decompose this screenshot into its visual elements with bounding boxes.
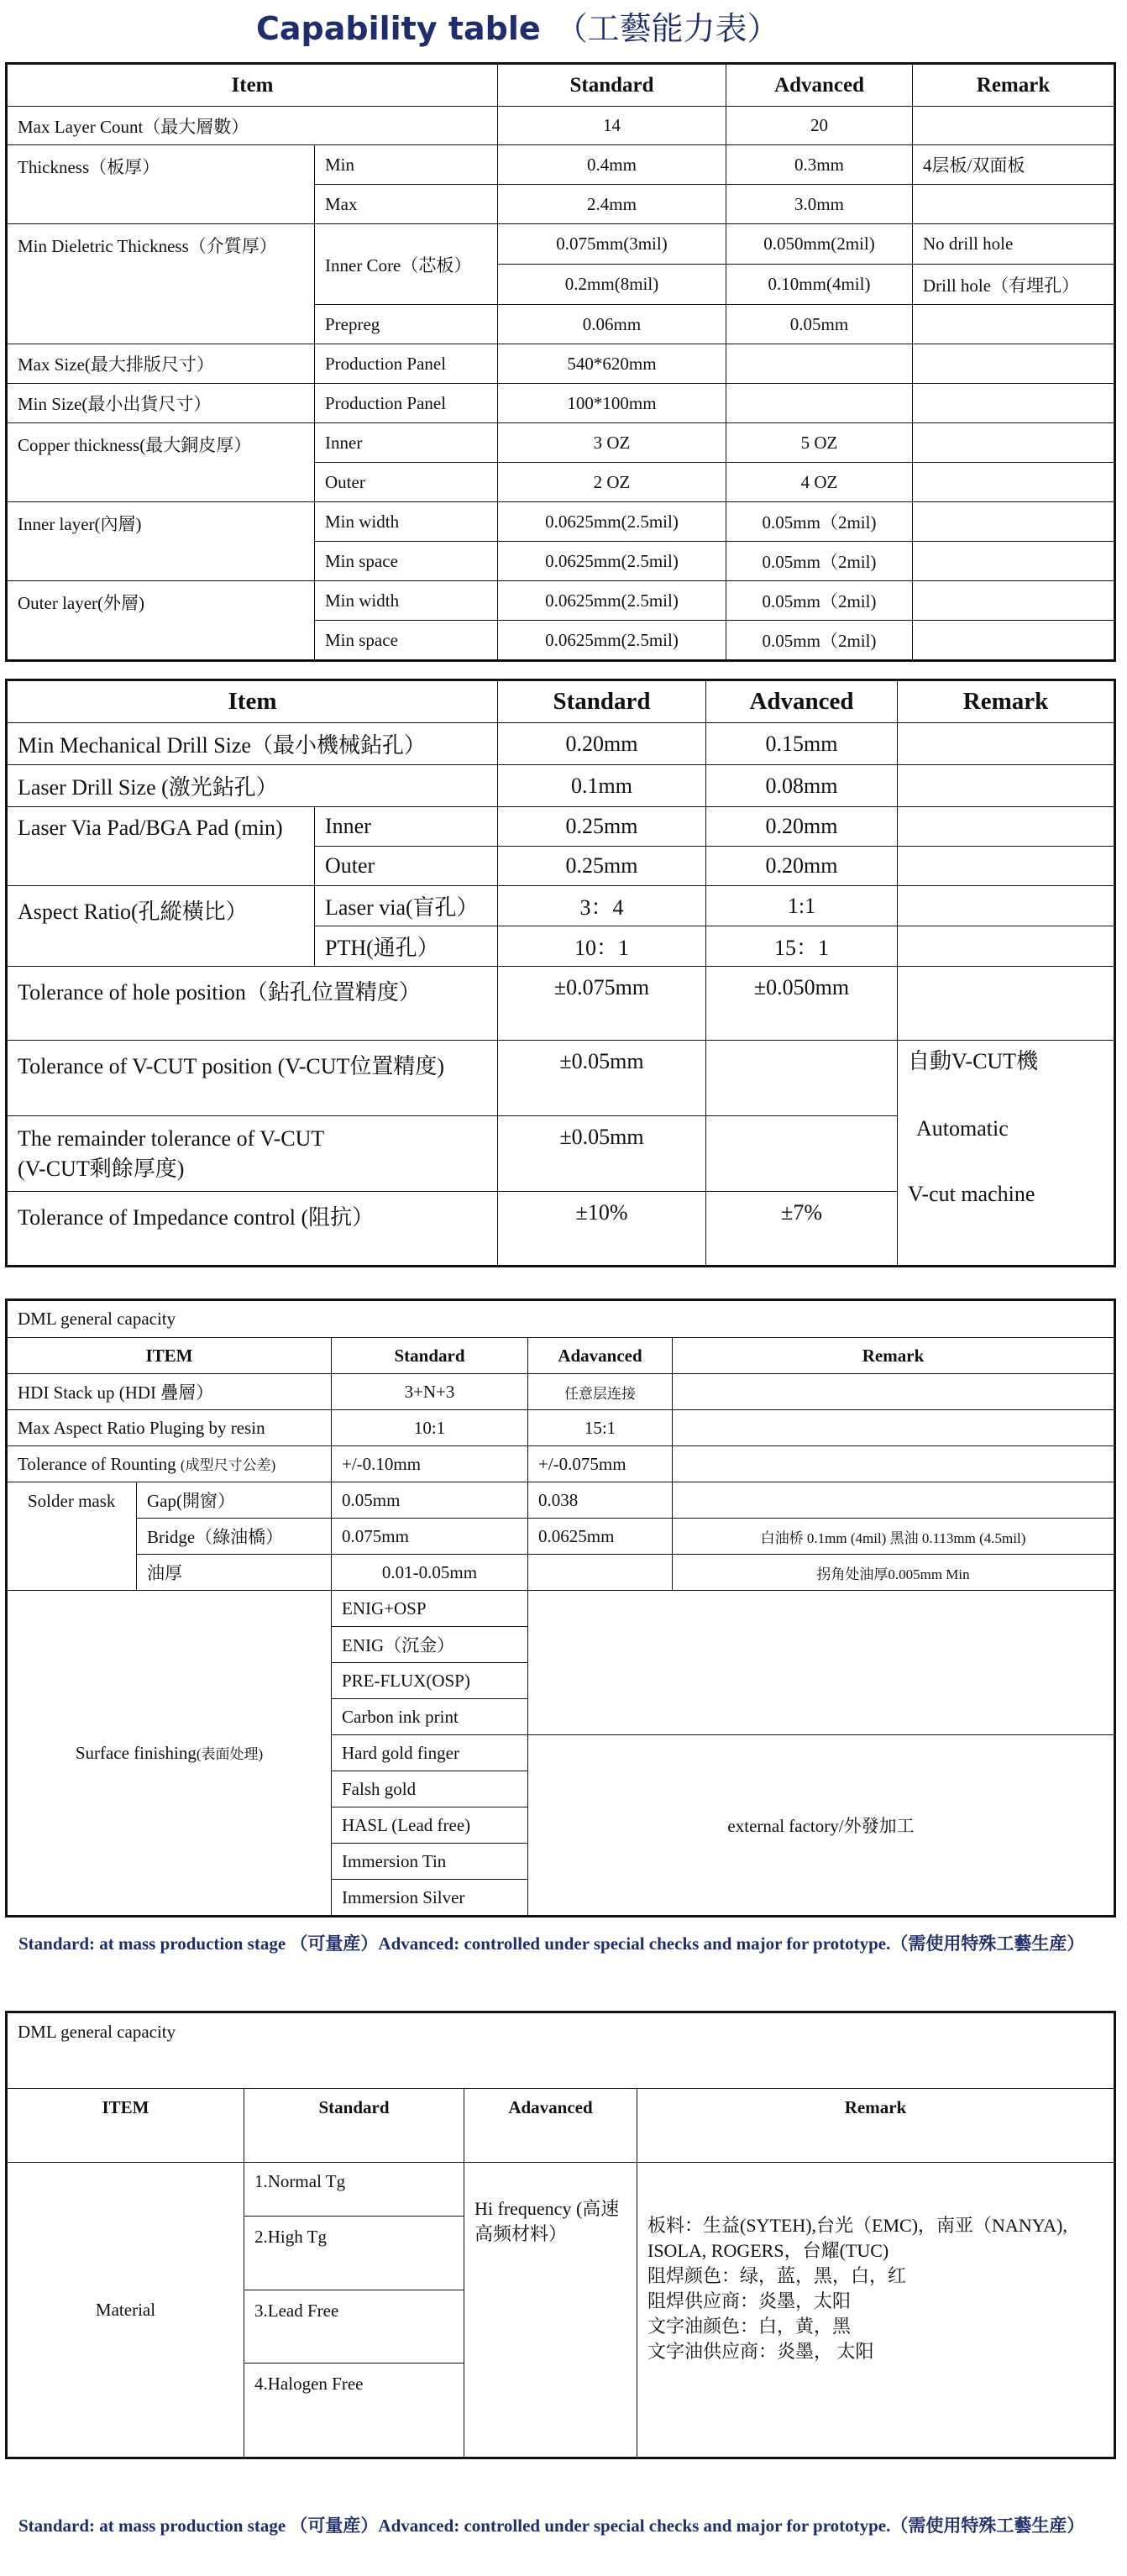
routing-label: Tolerance of Rounting: [18, 1454, 176, 1474]
header-item: ITEM: [8, 1338, 332, 1374]
table-header-row: [8, 1338, 1114, 1374]
remark-value: [913, 305, 1114, 344]
table-header-row: [8, 65, 1114, 107]
standard-value: 0.0625mm(2.5mil): [498, 542, 726, 581]
sub-label: Bridge（綠油橋）: [137, 1519, 332, 1555]
remark-value: [913, 581, 1114, 621]
header-advanced: Advanced: [706, 681, 898, 723]
remark-value: [898, 723, 1114, 765]
vcut-remark: [898, 1041, 1114, 1266]
row-label: Material: [8, 2163, 244, 2458]
sub-label: 油厚: [137, 1555, 332, 1591]
row-label: HDI Stack up (HDI 疊層）: [8, 1374, 332, 1410]
table-row: [8, 145, 1114, 185]
vcut-remainder-label-1: The remainder tolerance of V-CUT: [18, 1125, 325, 1151]
standard-value: 3+N+3: [332, 1374, 528, 1410]
remark-value: Drill hole（有埋孔）: [913, 265, 1114, 305]
standard-value: 0.0625mm(2.5mil): [498, 502, 726, 542]
table-header-row: [8, 681, 1114, 723]
advanced-value: 0.05mm（2mil): [726, 502, 913, 542]
advanced-value: 20: [726, 107, 913, 145]
standard-note-1: Standard: at mass production stage （可量産）Advanced: controlled under special checks and major for prototype.（需使用特殊工藝生産）: [18, 1933, 1085, 1954]
standard-value: 0.075mm(3mil): [498, 224, 726, 265]
dml-capacity-table-2: [7, 2012, 1114, 2458]
surface-option: Carbon ink print: [332, 1699, 528, 1735]
standard-value: 0.25mm: [498, 807, 706, 847]
sub-label: Gap(開窗）: [137, 1482, 332, 1519]
advanced-value: ±0.050mm: [706, 967, 898, 1041]
table-row: [8, 1410, 1114, 1446]
advanced-value: 0.038: [528, 1482, 673, 1519]
surface-option: ENIG+OSP: [332, 1591, 528, 1627]
standard-note-2: Standard: at mass production stage （可量産）Advanced: controlled under special checks and major for prototype.（需使用特殊工藝生産）: [18, 2516, 1085, 2536]
row-label: Tolerance of Impedance control (阻抗）: [8, 1192, 498, 1266]
header-standard: Standard: [332, 1338, 528, 1374]
advanced-value: 1:1: [706, 886, 898, 926]
row-label: Max Size(最大排版尺寸）: [8, 344, 315, 384]
header-item: Item: [8, 65, 498, 107]
advanced-value: 0.05mm（2mil): [726, 581, 913, 621]
standard-value: 0.05mm: [332, 1482, 528, 1519]
remark-line: 板料：生益(SYTEH),台光（EMC)，南亚（NANYA), ISOLA, ROGERS，台耀(TUC): [647, 2215, 1067, 2261]
table-caption: DML general capacity: [8, 1301, 1114, 1338]
remark-value: 拐角处油厚0.005mm Min: [673, 1555, 1114, 1591]
table-row: [8, 1555, 1114, 1591]
remark-line: 文字油供应商：炎墨， 太阳: [647, 2341, 874, 2362]
table-row: [8, 344, 1114, 384]
sub-label: Outer: [315, 463, 498, 502]
row-label: Tolerance of hole position（鉆孔位置精度）: [8, 967, 498, 1041]
sub-label: Min width: [315, 502, 498, 542]
remark-value: [673, 1410, 1114, 1446]
remark-value: [913, 502, 1114, 542]
vcut-remainder-label-2: (V-CUT剩餘厚度): [18, 1156, 185, 1181]
header-remark: Remark: [673, 1338, 1114, 1374]
row-label: Min Dieletric Thickness（介質厚）: [8, 224, 315, 344]
table-row: [8, 1374, 1114, 1410]
row-label: Min Size(最小出貨尺寸）: [8, 384, 315, 423]
header-advanced: Adavanced: [464, 2089, 637, 2163]
routing-label-cn: (成型尺寸公差): [180, 1457, 276, 1473]
header-standard: Standard: [498, 65, 726, 107]
remark-value: [913, 384, 1114, 423]
table-caption-row: [8, 1301, 1114, 1338]
advanced-value: [706, 1116, 898, 1192]
standard-value: 0.0625mm(2.5mil): [498, 621, 726, 660]
remark-value: [913, 423, 1114, 463]
surface-option: Falsh gold: [332, 1771, 528, 1807]
advanced-value: 3.0mm: [726, 185, 913, 224]
table-header-row: [8, 2089, 1114, 2163]
capability-table-2: [7, 680, 1114, 1266]
advanced-value: 0.3mm: [726, 145, 913, 185]
sub-label: Min width: [315, 581, 498, 621]
remark-value: 白油桥 0.1mm (4mil) 黑油 0.113mm (4.5mil): [673, 1519, 1114, 1555]
row-label: Outer layer(外層): [8, 581, 315, 660]
standard-value: 0.1mm: [498, 765, 706, 807]
table-row: [8, 224, 1114, 265]
header-item: ITEM: [8, 2089, 244, 2163]
surface-label-cn: (表面处理): [196, 1746, 264, 1762]
standard-value: 540*620mm: [498, 344, 726, 384]
remark-value: [637, 2163, 1114, 2458]
table-row: [8, 723, 1114, 765]
row-label: Min Mechanical Drill Size（最小機械鉆孔）: [8, 723, 498, 765]
advanced-value: [726, 384, 913, 423]
material-standard: 1.Normal Tg: [244, 2163, 464, 2217]
sub-label: Inner: [315, 423, 498, 463]
vcut-remark-line-1: 自動V-CUT機: [908, 1049, 1039, 1073]
table-row: [8, 1482, 1114, 1519]
standard-value: 0.0625mm(2.5mil): [498, 581, 726, 621]
header-advanced: Advanced: [726, 65, 913, 107]
capability-table-1: [7, 64, 1114, 660]
sub-label: Min space: [315, 621, 498, 660]
standard-value: 14: [498, 107, 726, 145]
table-row: [8, 886, 1114, 926]
advanced-value: 15：1: [706, 926, 898, 967]
standard-value: 3 OZ: [498, 423, 726, 463]
advanced-value: 0.08mm: [706, 765, 898, 807]
surface-label: Surface finishing: [75, 1743, 197, 1763]
material-standard: 4.Halogen Free: [244, 2364, 464, 2458]
remark-value: [673, 1482, 1114, 1519]
row-label: [8, 1116, 498, 1192]
material-standard: 2.High Tg: [244, 2217, 464, 2290]
dml-capacity-table-1: [7, 1300, 1114, 1916]
table-caption-row: [8, 2013, 1114, 2089]
standard-value: +/-0.10mm: [332, 1446, 528, 1482]
remark-value: [898, 765, 1114, 807]
table-row: [8, 765, 1114, 807]
remark-value: [913, 542, 1114, 581]
remark-value: [913, 344, 1114, 384]
table-row: [8, 502, 1114, 542]
table-caption: DML general capacity: [8, 2013, 1114, 2089]
table-row: [8, 1519, 1114, 1555]
remark-value: [913, 185, 1114, 224]
advanced-value: ±7%: [706, 1192, 898, 1266]
sub-label: Min space: [315, 542, 498, 581]
row-label: [8, 1591, 332, 1916]
sub-label: Inner Core（芯板）: [315, 224, 498, 305]
advanced-value: [706, 1041, 898, 1116]
table-row: [8, 2163, 1114, 2217]
row-label: Tolerance of V-CUT position (V-CUT位置精度): [8, 1041, 498, 1116]
sub-label: Max: [315, 185, 498, 224]
vcut-remark-line-3: V-cut machine: [908, 1182, 1035, 1206]
remark-value: No drill hole: [913, 224, 1114, 265]
advanced-value: 15:1: [528, 1410, 673, 1446]
advanced-value: [528, 1555, 673, 1591]
standard-value: 0.4mm: [498, 145, 726, 185]
row-label: Aspect Ratio(孔縱橫比）: [8, 886, 315, 967]
row-label: Laser Via Pad/BGA Pad (min): [8, 807, 315, 886]
advanced-value: 0.0625mm: [528, 1519, 673, 1555]
header-standard: Standard: [244, 2089, 464, 2163]
table-row: [8, 1446, 1114, 1482]
remark-value: [528, 1591, 1114, 1735]
header-advanced: Adavanced: [528, 1338, 673, 1374]
advanced-value: 0.050mm(2mil): [726, 224, 913, 265]
sub-label: Production Panel: [315, 384, 498, 423]
advanced-value: 0.10mm(4mil): [726, 265, 913, 305]
sub-label: PTH(通孔）: [315, 926, 498, 967]
standard-value: 0.075mm: [332, 1519, 528, 1555]
standard-value: ±0.075mm: [498, 967, 706, 1041]
advanced-value: 0.05mm（2mil): [726, 542, 913, 581]
remark-value: [913, 463, 1114, 502]
standard-value: ±10%: [498, 1192, 706, 1266]
standard-value: 0.20mm: [498, 723, 706, 765]
table-row: [8, 967, 1114, 1041]
remark-value: 4层板/双面板: [913, 145, 1114, 185]
table-row: [8, 581, 1114, 621]
table-row: [8, 1041, 1114, 1116]
header-item: Item: [8, 681, 498, 723]
advanced-value: 5 OZ: [726, 423, 913, 463]
surface-option: Immersion Tin: [332, 1844, 528, 1880]
header-standard: Standard: [498, 681, 706, 723]
header-remark: Remark: [898, 681, 1114, 723]
remark-value: [898, 807, 1114, 847]
header-remark: Remark: [913, 65, 1114, 107]
title-en: Capability table: [256, 10, 541, 47]
standard-value: 0.25mm: [498, 847, 706, 886]
table-row: [8, 423, 1114, 463]
header-remark: Remark: [637, 2089, 1114, 2163]
title-cn: （工藝能力表）: [555, 10, 779, 47]
advanced-value: Hi frequency (高速高频材料）: [464, 2163, 637, 2458]
row-label: Inner layer(內層): [8, 502, 315, 581]
standard-value: 10:1: [332, 1410, 528, 1446]
standard-value: 2.4mm: [498, 185, 726, 224]
remark-value: [898, 847, 1114, 886]
row-label: [8, 1446, 332, 1482]
standard-value: ±0.05mm: [498, 1116, 706, 1192]
material-standard: 3.Lead Free: [244, 2290, 464, 2364]
page-title: [0, 3, 1127, 54]
remark-value: [673, 1374, 1114, 1410]
sub-label: Production Panel: [315, 344, 498, 384]
row-label: Laser Drill Size (激光鉆孔）: [8, 765, 498, 807]
advanced-value: 4 OZ: [726, 463, 913, 502]
remark-value: external factory/外發加工: [528, 1735, 1114, 1916]
remark-value: [898, 926, 1114, 967]
advanced-value: [726, 344, 913, 384]
remark-value: [673, 1446, 1114, 1482]
standard-value: 0.01-0.05mm: [332, 1555, 528, 1591]
remark-value: [898, 967, 1114, 1041]
surface-option: PRE-FLUX(OSP): [332, 1663, 528, 1699]
remark-value: [913, 621, 1114, 660]
surface-option: HASL (Lead free): [332, 1807, 528, 1844]
advanced-value: +/-0.075mm: [528, 1446, 673, 1482]
remark-line: 阻焊供应商：炎墨，太阳: [647, 2290, 852, 2311]
sub-label: Inner: [315, 807, 498, 847]
advanced-value: 0.15mm: [706, 723, 898, 765]
standard-value: 0.2mm(8mil): [498, 265, 726, 305]
surface-option: Immersion Silver: [332, 1880, 528, 1916]
vcut-remark-line-2: Automatic: [916, 1116, 1009, 1141]
remark-line: 阻焊颜色：绿，蓝，黑，白，红: [647, 2265, 907, 2286]
sub-label: Min: [315, 145, 498, 185]
advanced-value: 0.05mm（2mil): [726, 621, 913, 660]
standard-value: 100*100mm: [498, 384, 726, 423]
table-row: [8, 384, 1114, 423]
row-label: Solder mask: [8, 1482, 137, 1591]
advanced-value: 0.20mm: [706, 807, 898, 847]
remark-value: [898, 886, 1114, 926]
standard-value: 0.06mm: [498, 305, 726, 344]
surface-option: Hard gold finger: [332, 1735, 528, 1771]
row-label: Max Layer Count（最大層數）: [8, 107, 498, 145]
table-row: [8, 807, 1114, 847]
standard-value: 10：1: [498, 926, 706, 967]
advanced-value: 0.05mm: [726, 305, 913, 344]
row-label: Thickness（板厚）: [8, 145, 315, 224]
standard-value: ±0.05mm: [498, 1041, 706, 1116]
advanced-value: 任意层连接: [528, 1374, 673, 1410]
row-label: Copper thickness(最大銅皮厚）: [8, 423, 315, 502]
sub-label: Laser via(盲孔）: [315, 886, 498, 926]
surface-option: ENIG（沉金）: [332, 1627, 528, 1663]
advanced-value: 0.20mm: [706, 847, 898, 886]
row-label: Max Aspect Ratio Pluging by resin: [8, 1410, 332, 1446]
table-row: [8, 1591, 1114, 1627]
remark-line: 文字油颜色：白，黄，黑: [647, 2316, 852, 2337]
sub-label: Outer: [315, 847, 498, 886]
table-row: [8, 107, 1114, 145]
remark-value: [913, 107, 1114, 145]
standard-value: 2 OZ: [498, 463, 726, 502]
sub-label: Prepreg: [315, 305, 498, 344]
standard-value: 3：4: [498, 886, 706, 926]
